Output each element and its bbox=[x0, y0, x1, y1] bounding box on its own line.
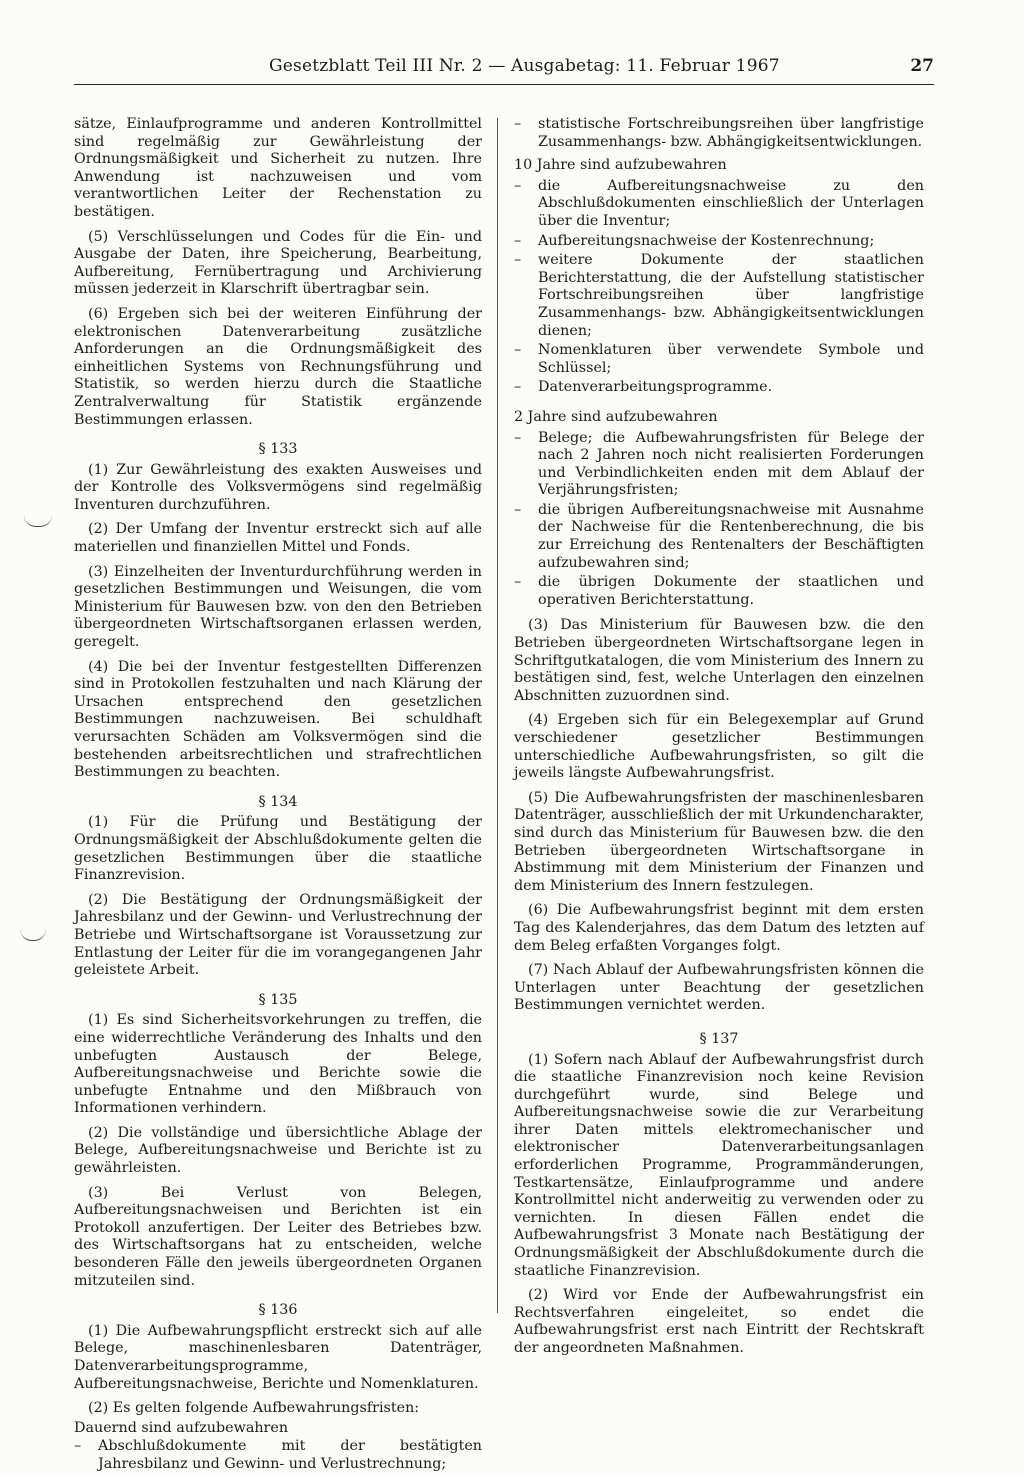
header-rule bbox=[74, 84, 934, 85]
paragraph: (5) Verschlüsselungen und Codes für die Ein- und Ausgabe der Daten, ihre Speicherung, Bearbeitung, Aufbereitung, Fernübertragung und Archivierung müssen jederzeit in Klarschrift übertragbar sein. bbox=[74, 228, 482, 298]
margin-pencil-mark bbox=[24, 512, 52, 527]
list-item-text: statistische Fortschreibungsreihen über langfristige Zusammenhangs- bzw. Abhängigkeitsentwicklungen. bbox=[538, 116, 924, 150]
list-item-text: die übrigen Aufbereitungsnachweise mit Ausnahme der Nachweise für die Rentenberechnung, die bis zur Erreichung des Rentenalters der Beschäftigten aufzubewahren sind; bbox=[538, 501, 924, 571]
paragraph: (3) Das Ministerium für Bauwesen bzw. die den Betrieben übergeordneten Wirtschaftsorgane legen in Schriftgutkatalogen, die vom Ministerium des Innern zu bestätigen sind, fest, welche Unterlagen den einzelnen Abschnitten zuzuordnen sind. bbox=[514, 617, 924, 704]
paragraph: (4) Die bei der Inventur festgestellten Differenzen sind in Protokollen festzuhalten und nach Klärung der Ursachen entsprechend den gesetzlichen Bestimmungen nachzuweisen. Bei schuldhaft verursachten Schäden am Volksvermögen sind die bestehenden arbeitsrechtlichen und strafrechtlichen Bestimmungen zu beachten. bbox=[74, 658, 482, 781]
section-heading: § 136 bbox=[258, 1302, 298, 1319]
paragraph: (7) Nach Ablauf der Aufbewahrungsfristen können die Unterlagen unter Beachtung der gesetzlichen Bestimmungen vernichtet werden. bbox=[514, 962, 924, 1014]
section-heading: § 135 bbox=[258, 991, 298, 1008]
paragraph: (4) Ergeben sich für ein Belegexemplar auf Grund verschiedener gesetzlicher Bestimmungen unterschiedliche Aufbewahrungsfristen, so gilt die jeweils längste Aufbewahrungsfrist. bbox=[514, 712, 924, 782]
left-column bbox=[74, 116, 482, 1476]
section-heading: § 133 bbox=[258, 441, 298, 458]
margin-pencil-mark bbox=[20, 926, 46, 941]
list-dash: – bbox=[514, 232, 522, 249]
list-item-text: Belege; die Aufbewahrungsfristen für Belege der nach 2 Jahren noch nicht realisierten Forderungen und Verbindlichkeiten enden mit dem Ablauf der Verjährungsfristen; bbox=[538, 429, 924, 499]
list-item bbox=[514, 574, 924, 609]
page-number: 27 bbox=[910, 56, 934, 76]
list-item bbox=[514, 430, 924, 500]
list-dash: – bbox=[514, 501, 522, 518]
list-dash: – bbox=[514, 574, 522, 591]
paragraph: (1) Für die Prüfung und Bestätigung der Ordnungsmäßigkeit der Abschlußdokumente gelten die gesetzlichen Bestimmungen über die staatliche Finanzrevision. bbox=[74, 814, 482, 884]
list-item-text: Abschlußdokumente mit der bestätigten Jahresbilanz und Gewinn- und Verlustrechnung; bbox=[98, 1438, 482, 1472]
list-dash: – bbox=[514, 429, 522, 446]
paragraph: (2) Der Umfang der Inventur erstreckt sich auf alle materiellen und finanziellen Mittel und Fonds. bbox=[74, 521, 482, 556]
right-column bbox=[514, 116, 924, 1365]
paragraph: (6) Ergeben sich bei der weiteren Einführung der elektronischen Datenverarbeitung zusätzliche Anforderungen an die Ordnungsmäßigkeit des einheitlichen Systems von Rechnungsführung und Statistik, so werden hierzu durch die Staatliche Zentralverwaltung für Statistik ergänzende Bestimmungen erlassen. bbox=[74, 305, 482, 428]
paragraph: (6) Die Aufbewahrungsfrist beginnt mit dem ersten Tag des Kalenderjahres, das dem Datum des letzten auf dem Beleg erfaßten Vorganges folgt. bbox=[514, 902, 924, 954]
list-dash: – bbox=[514, 379, 522, 396]
paragraph: (2) Es gelten folgende Aufbewahrungsfristen: bbox=[88, 1400, 420, 1417]
list-dash: – bbox=[514, 252, 522, 269]
paragraph: (2) Wird vor Ende der Aufbewahrungsfrist ein Rechtsverfahren eingeleitet, so endet die Aufbewahrungsfrist erst nach Eintritt der Rechtskraft der angeordneten Maßnahmen. bbox=[514, 1287, 924, 1356]
paragraph: (3) Bei Verlust von Belegen, Aufbereitungsnachweisen und Berichten ist ein Protokoll anzufertigen. Der Leiter des Betriebes bzw. des Wirtschaftsorgans hat zu entscheiden, welche besonderen Fälle den jeweils übergeordneten Organen mitzuteilen sind. bbox=[74, 1184, 482, 1289]
paragraph: (5) Die Aufbewahrungsfristen der maschinenlesbaren Datenträger, ausschließlich der mit Urkundencharakter, sind durch das Ministerium für Bauwesen bzw. die den Betrieben übergeordneten Wirtschaftsorgane in Abstimmung mit dem Ministerium der Finanzen und dem Ministerium des Innern festzulegen. bbox=[514, 789, 924, 894]
list-dash: – bbox=[514, 342, 522, 359]
paragraph: (3) Einzelheiten der Inventurdurchführung werden in gesetzlichen Bestimmungen und Weisungen, die vom Ministerium für Bauwesen bzw. von den den Betrieben übergeordneten Wirtschaftsorganen erlassen werden, geregelt. bbox=[74, 563, 482, 651]
paragraph: (1) Sofern nach Ablauf der Aufbewahrungsfrist durch die staatliche Finanzrevision noch keine Revision durchgeführt wurde, sind Belege und Aufbereitungsnachweise sowie die zur Verarbeitung ihrer Daten mittels elektromechanischer und elektronischer Datenverarbeitungsanlagen erforderlichen Programme, Programmänderungen, Testkartensätze, Einlaufprogramme und andere Kontrollmittel nicht anderweitig zu verwenden oder zu vernichten. In diesen Fällen endet die Aufbewahrungsfrist 3 Monate nach Bestätigung der Ordnungsmäßigkeit der Abschlußdokumente durch die staatliche Finanzrevision. bbox=[514, 1051, 924, 1279]
list-item bbox=[514, 252, 924, 340]
list-item bbox=[514, 116, 924, 151]
list-item-text: weitere Dokumente der staatlichen Berichterstattung, die der Aufstellung statistischer Fortschreibungsreihen über langfristige Zusammenhangs- bzw. Abhängigkeitsentwicklungen dienen; bbox=[538, 252, 924, 339]
list-dash: – bbox=[74, 1438, 82, 1455]
paragraph: (2) Die vollständige und übersichtliche Ablage der Belege, Aufbereitungsnachweise und Berichte ist zu gewährleisten. bbox=[74, 1124, 482, 1177]
list-item-text: Nomenklaturen über verwendete Symbole und Schlüssel; bbox=[538, 342, 924, 376]
paragraph: (1) Zur Gewährleistung des exakten Ausweises und der Kontrolle des Volksvermögens sind regelmäßig Inventuren durchzuführen. bbox=[74, 461, 482, 513]
list-item bbox=[514, 233, 924, 251]
list-dash: – bbox=[514, 177, 522, 194]
list-item bbox=[514, 379, 924, 397]
retention-heading: Dauernd sind aufzubewahren bbox=[74, 1419, 289, 1436]
list-item bbox=[74, 1438, 482, 1473]
list-item-text: Aufbereitungsnachweise der Kostenrechnung; bbox=[538, 232, 875, 249]
paragraph: (1) Es sind Sicherheitsvorkehrungen zu treffen, die eine widerrechtliche Veränderung des Inhalts und den unbefugten Austausch der Belege, Aufbereitungsnachweise und Berichte sowie die unbefugte Entnahme und den Mißbrauch von Informationen verhindern. bbox=[74, 1012, 482, 1117]
list-item bbox=[514, 178, 924, 231]
section-heading: § 137 bbox=[699, 1030, 739, 1047]
list-item bbox=[514, 342, 924, 377]
list-item bbox=[514, 502, 924, 572]
paragraph: sätze, Einlaufprogramme und anderen Kontrollmittel sind regelmäßig zur Gewährleistung der Ordnungsmäßigkeit und Sicherheit zu nutzen. Ihre Anwendung ist nachzuweisen und vom verantwortlichen Leiter der Rechenstation zu bestätigen. bbox=[74, 116, 482, 220]
section-heading: § 134 bbox=[258, 793, 298, 810]
list-dash: – bbox=[514, 116, 522, 132]
paragraph: (2) Die Bestätigung der Ordnungsmäßigkeit der Jahresbilanz und der Gewinn- und Verlustrechnung der Betriebe und Wirtschaftsorgane ist Voraussetzung zur Entlastung der Leiter für die im vorangegangenen Jahr geleistete Arbeit. bbox=[74, 891, 482, 979]
list-item-text: die Aufbereitungsnachweise zu den Abschlußdokumenten einschließlich der Unterlagen über die Inventur; bbox=[538, 177, 924, 229]
column-divider bbox=[497, 118, 498, 1313]
spacer bbox=[514, 399, 924, 409]
list-item-text: Datenverarbeitungsprogramme. bbox=[538, 379, 773, 396]
header-title: Gesetzblatt Teil III Nr. 2 — Ausgabetag: 11. Februar 1967 bbox=[269, 56, 780, 76]
list-item-text: die übrigen Dokumente der staatlichen und operativen Berichterstattung. bbox=[538, 574, 924, 608]
paragraph: (1) Die Aufbewahrungspflicht erstreckt sich auf alle Belege, maschinenlesbaren Datenträger, Datenverarbeitungsprogramme, Aufbereitungsnachweise, Berichte und Nomenklaturen. bbox=[74, 1322, 482, 1392]
page-header bbox=[74, 56, 934, 86]
retention-heading: 2 Jahre sind aufzubewahren bbox=[514, 408, 718, 425]
retention-heading: 10 Jahre sind aufzubewahren bbox=[514, 157, 727, 174]
